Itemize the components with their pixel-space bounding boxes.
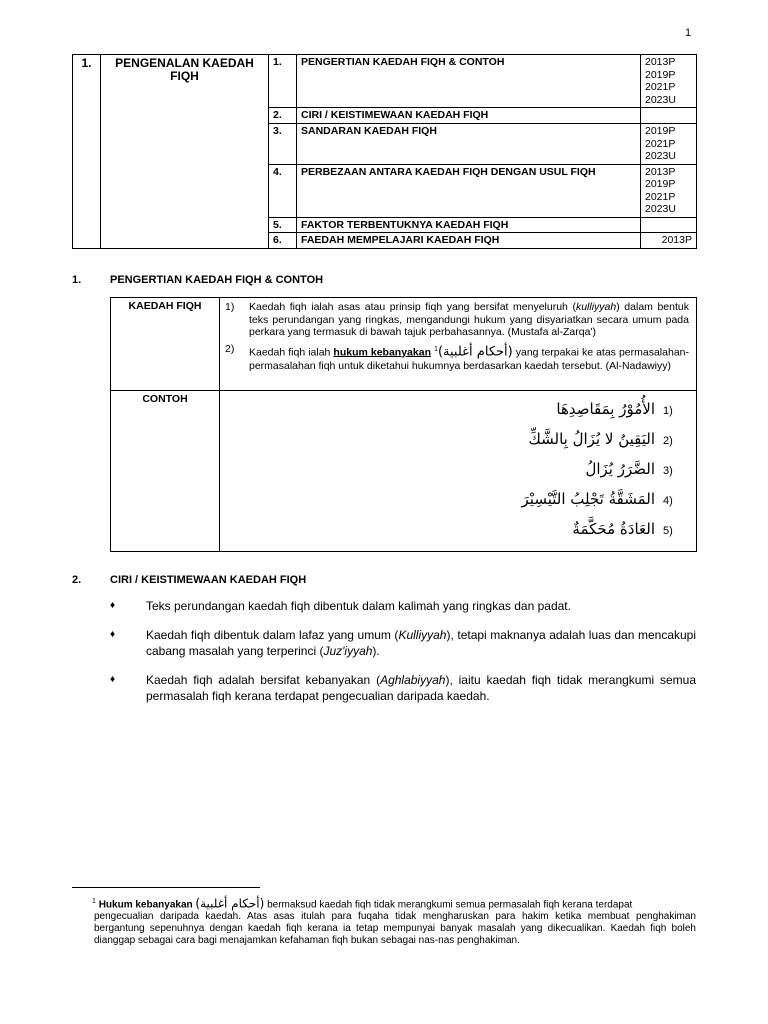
contoh-label: CONTOH <box>111 391 220 552</box>
footnote-ref: 1 <box>434 345 438 353</box>
main-topic-number: 1. <box>73 55 101 249</box>
arabic-maxim: الضَّرَرُ يُزَالُ <box>585 460 655 478</box>
exam-years <box>641 108 697 124</box>
section-1-heading <box>72 274 323 286</box>
characteristics-list <box>110 598 696 717</box>
subtopic-number: 1. <box>269 55 297 108</box>
subtopic-number: 4. <box>269 164 297 217</box>
kaedah-fiqh-label: KAEDAH FIQH <box>111 298 220 391</box>
section-title: PENGERTIAN KAEDAH FIQH & CONTOH <box>110 274 324 286</box>
bullet-text: Kaedah fiqh dibentuk dalam lafaz yang umum (Kulliyyah), tetapi maknanya adalah luas dan mencakupi cabang masalah yang terperinci (Juz'iyyah). <box>146 628 697 658</box>
list-item <box>110 598 696 614</box>
definition-1 <box>221 301 695 339</box>
subtopic-number: 2. <box>269 108 297 124</box>
italic-term: kulliyyah <box>575 301 617 313</box>
italic-term: Kulliyyah <box>398 628 447 642</box>
example-item <box>221 458 687 488</box>
subtopic-title: PENGERTIAN KAEDAH FIQH & CONTOH <box>297 55 641 108</box>
list-item <box>110 672 696 704</box>
diamond-bullet-icon: ♦ <box>110 674 116 685</box>
example-item <box>221 488 687 518</box>
subtopic-number: 6. <box>269 233 297 249</box>
exam-years <box>641 217 697 233</box>
topic-summary-table <box>72 54 697 249</box>
footnote <box>94 896 696 947</box>
definition-row <box>111 298 697 391</box>
subtopic-title: SANDARAN KAEDAH FIQH <box>297 124 641 165</box>
example-number: 1) <box>663 405 673 417</box>
page-number: 1 <box>685 27 692 39</box>
subtopic-title: FAKTOR TERBENTUKNYA KAEDAH FIQH <box>297 217 641 233</box>
definition-2 <box>221 343 695 374</box>
diamond-bullet-icon: ♦ <box>110 600 116 611</box>
example-item <box>221 518 687 548</box>
exam-years: 2013P <box>641 233 697 249</box>
exam-years: 2019P 2021P 2023U <box>641 124 697 165</box>
bullet-text: Teks perundangan kaedah fiqh dibentuk dalam kalimah yang ringkas dan padat. <box>146 599 571 613</box>
subtopic-title: FAEDAH MEMPELAJARI KAEDAH FIQH <box>297 233 641 249</box>
arabic-maxim: المَشَقَّةُ تَجْلِبُ التَّيْسِيْرَ <box>521 490 655 508</box>
subtopic-number: 5. <box>269 217 297 233</box>
main-topic-title: PENGENALAN KAEDAH FIQH <box>101 55 269 249</box>
bullet-text: Kaedah fiqh adalah bersifat kebanyakan (Aghlabiyyah), iaitu kaedah fiqh tidak merangkumi semua permasalah fiqh kerana terdapat pengecualian daripada kaedah. <box>146 673 696 703</box>
example-item <box>221 398 687 428</box>
definition-number: 2) <box>225 342 235 355</box>
arabic-maxim: الأُمُوْرُ بِمَقَاصِدِهَا <box>556 400 655 418</box>
section-2-heading <box>72 574 306 586</box>
example-number: 5) <box>663 525 673 537</box>
example-item <box>221 428 687 458</box>
example-number: 2) <box>663 435 673 447</box>
definitions-cell <box>220 298 697 391</box>
definition-text: Kaedah fiqh ialah asas atau prinsip fiqh yang bersifat menyeluruh (kulliyyah) dalam bentuk teks perundangan yang ringkas, mengandungi hukum yang disyariatkan secara umum pada perkara yang termasuk di bawah tajuk perbahasannya. (Mustafa al-Zarqa') <box>249 301 689 338</box>
example-number: 4) <box>663 495 673 507</box>
arabic-term: (أحكام أغلبية) <box>437 344 513 359</box>
footnote-term: Hukum kebanyakan <box>98 899 193 911</box>
key-term: hukum kebanyakan <box>333 346 431 358</box>
section-number: 1. <box>72 274 82 286</box>
footnote-first-line: $^1$ Hukum kebanyakan (أحكام أغلبية) bermaksud kaedah fiqh tidak merangkumi semua permasalah fiqh kerana terdapat <box>92 896 633 911</box>
kaedah-fiqh-table <box>110 297 697 552</box>
arabic-maxim: اليَقِينُ لا يُزَالُ بِالشَّكِّ <box>528 430 655 448</box>
subtopic-title: CIRI / KEISTIMEWAAN KAEDAH FIQH <box>297 108 641 124</box>
summary-row <box>73 55 697 108</box>
exam-years: 2013P 2019P 2021P 2023U <box>641 164 697 217</box>
footnote-mark: 1 <box>92 898 96 905</box>
examples-list <box>221 392 695 550</box>
arabic-maxim: العَادَةُ مُحَكَّمَةٌ <box>572 520 655 538</box>
examples-row <box>111 391 697 552</box>
definition-text: Kaedah fiqh ialah hukum kebanyakan $^1$(أحكام أغلبية) yang terpakai ke atas permasalahan-permasalahan fiqh untuk diketahui hukumnya berdasarkan kaedah tersebut. (Al-Nadawiyy) <box>249 344 689 372</box>
section-title: CIRI / KEISTIMEWAAN KAEDAH FIQH <box>110 574 307 586</box>
diamond-bullet-icon: ♦ <box>110 629 116 640</box>
footnote-separator <box>72 887 260 888</box>
arabic-term: (أحكام أغلبية) <box>195 896 265 911</box>
italic-term: Aghlabiyyah <box>380 673 446 687</box>
exam-years: 2013P 2019P 2021P 2023U <box>641 55 697 108</box>
footnote-body: pengecualian daripada kaedah. Atas asas itulah para fuqaha tidak mengharuskan para hakim ketika membuat penghakiman bergantung sepenuhnya dengan kaedah fiqh kerana ia tetap mempunyai banyak masalah yang dikecualikan. Kaedah fiqh boleh dianggap sebagai cara bagi menajamkan kefahaman fiqh bukan sebagai nas-nas penghakiman. <box>94 911 696 947</box>
definition-number: 1) <box>225 301 235 313</box>
subtopic-title: PERBEZAAN ANTARA KAEDAH FIQH DENGAN USUL FIQH <box>297 164 641 217</box>
list-item <box>110 627 696 659</box>
examples-cell <box>220 391 697 552</box>
subtopic-number: 3. <box>269 124 297 165</box>
italic-term: Juz'iyyah <box>323 644 373 658</box>
example-number: 3) <box>663 465 673 477</box>
section-number: 2. <box>72 574 82 586</box>
